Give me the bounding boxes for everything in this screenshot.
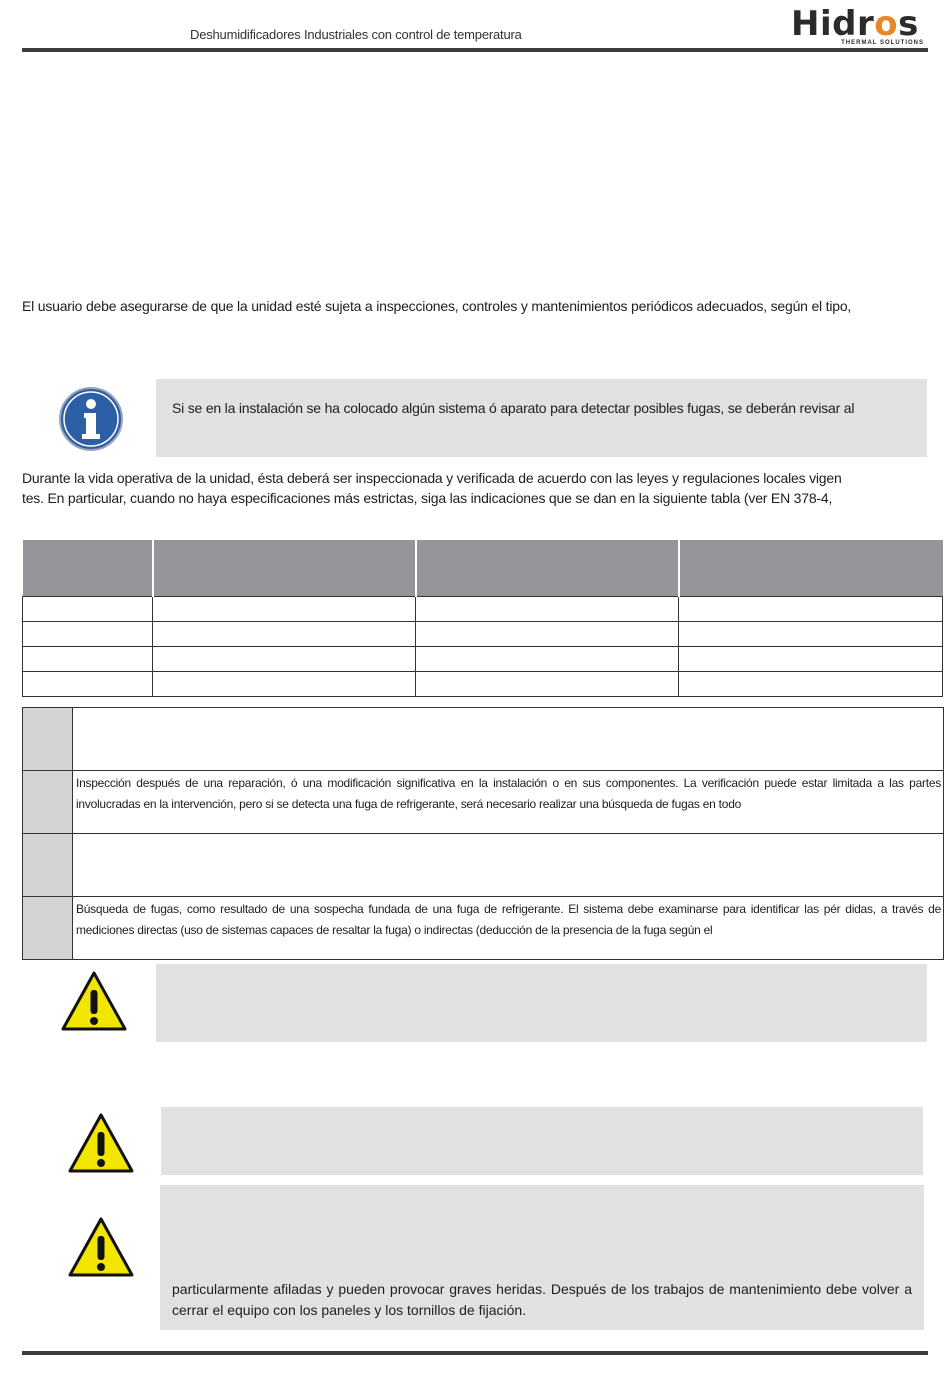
table-cell (23, 622, 153, 647)
header-rule (22, 48, 928, 52)
table-cell (23, 597, 153, 622)
brand-logo (788, 4, 928, 48)
legend-text (73, 708, 944, 771)
table-cell (679, 672, 943, 697)
table-header-cell (153, 540, 416, 597)
footer-rule (22, 1351, 928, 1355)
warning-note-box (160, 1185, 924, 1330)
table-cell (23, 647, 153, 672)
table-cell (153, 622, 416, 647)
table-row (23, 672, 943, 697)
table-cell (416, 622, 679, 647)
table-cell (679, 622, 943, 647)
table-cell (416, 597, 679, 622)
table-row (23, 647, 943, 672)
table-cell (153, 647, 416, 672)
inspection-frequency-table (22, 540, 943, 697)
info-note-box (156, 379, 927, 457)
table-header-cell (23, 540, 153, 597)
intro-paragraph: El usuario debe asegurarse de que la unidad esté sujeta a inspecciones, controles y mantenimientos periódicos adecuados, según el tipo, (22, 298, 852, 314)
info-note-text: Si se en la instalación se ha colocado algún sistema ó aparato para detectar posibles fugas, se deberán revisar al (172, 400, 855, 416)
legend-key (23, 708, 73, 771)
header-title: Deshumidificadores Industriales con control de temperatura (190, 27, 522, 42)
legend-text: Búsqueda de fugas, como resultado de una sospecha fundada de una fuga de refrigerante. El sistema debe examinarse para identificar las pér didas, a través de mediciones directas (uso de sistemas capaces de resaltar la fuga) o indirectas (deducción de la presencia de la fuga según el (73, 897, 944, 960)
legend-row (23, 708, 944, 771)
legend-row (23, 834, 944, 897)
warning-icon (67, 1112, 135, 1174)
table-cell (679, 647, 943, 672)
warning-note-box (161, 1107, 923, 1175)
legend-text (73, 834, 944, 897)
operating-life-paragraph (22, 468, 932, 508)
table-header-cell (679, 540, 943, 597)
warning-icon (60, 970, 128, 1032)
operating-life-line-1: Durante la vida operativa de la unidad, ésta deberá ser inspeccionada y verificada de acuerdo con las leyes y regulaciones locales vigen (22, 470, 842, 486)
legend-row (23, 771, 944, 834)
operating-life-line-2: tes. En particular, cuando no haya especificaciones más estrictas, siga las indicaciones que se dan en la siguiente tabla (ver EN 378-4, (22, 490, 833, 506)
legend-key (23, 834, 73, 897)
legend-row (23, 897, 944, 960)
info-icon (58, 386, 124, 452)
warning-icon (67, 1216, 135, 1278)
legend-text: Inspección después de una reparación, ó una modificación significativa en la instalación o en sus componentes. La verificación puede estar limitada a las partes involucradas en la intervención, pero si se detecta una fuga de refrigerante, será necesario realizar una búsqueda de fugas en todo (73, 771, 944, 834)
legend-key (23, 771, 73, 834)
table-header-row (23, 540, 943, 597)
inspection-legend-table (22, 707, 944, 960)
warning-note-text: particularmente afiladas y pueden provocar graves heridas. Después de los trabajos de mantenimiento debe volver a cerrar el equipo con los paneles y los tornillos de fijación. (172, 1281, 912, 1318)
table-row (23, 622, 943, 647)
warning-note-box (156, 964, 927, 1042)
table-cell (416, 647, 679, 672)
table-row (23, 597, 943, 622)
table-header-cell (416, 540, 679, 597)
table-cell (416, 672, 679, 697)
logo-subtitle: THERMAL SOLUTIONS (841, 40, 924, 46)
legend-key (23, 897, 73, 960)
table-cell (153, 672, 416, 697)
logo-text: Hidros (791, 4, 919, 44)
table-cell (23, 672, 153, 697)
table-cell (153, 597, 416, 622)
table-cell (679, 597, 943, 622)
